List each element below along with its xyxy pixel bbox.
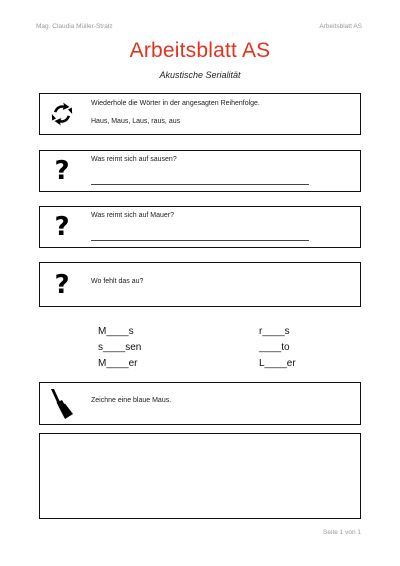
repeat-words: Haus, Maus, Laus, raus, aus bbox=[91, 118, 181, 125]
gap-word: L____er bbox=[259, 358, 296, 369]
task-repeat-box bbox=[39, 93, 361, 135]
missing-au-question: Wo fehlt das au? bbox=[91, 278, 144, 285]
answer-line[interactable] bbox=[91, 184, 309, 185]
paintbrush-icon bbox=[47, 383, 77, 424]
gap-word: M____s bbox=[98, 326, 134, 337]
draw-instruction: Zeichne eine blaue Maus. bbox=[91, 397, 172, 404]
answer-line[interactable] bbox=[91, 240, 309, 241]
task-rhyme-sausen-box bbox=[39, 150, 361, 192]
page-title: Arbeitsblatt AS bbox=[129, 39, 271, 62]
gap-word: r____s bbox=[259, 326, 290, 337]
question-mark-icon: ? bbox=[54, 212, 70, 242]
page-subtitle: Akustische Serialität bbox=[159, 70, 241, 80]
page-number: Seite 1 von 1 bbox=[323, 529, 361, 536]
repeat-instruction: Wiederhole die Wörter in der angesagten Reihenfolge. bbox=[91, 100, 260, 107]
header-author: Mag. Claudia Müller-Stralz bbox=[36, 23, 113, 30]
task-missing-au-box bbox=[39, 262, 361, 307]
rhyme-mauer-question: Was reimt sich auf Mauer? bbox=[91, 212, 174, 219]
question-mark-icon: ? bbox=[54, 156, 70, 186]
gap-word: ____to bbox=[259, 342, 290, 353]
header-doc-name: Arbeitsblatt AS bbox=[319, 23, 362, 30]
question-mark-icon: ? bbox=[54, 269, 70, 300]
drawing-area[interactable] bbox=[39, 433, 361, 519]
task-rhyme-mauer-box bbox=[39, 206, 361, 248]
gap-word: s____sen bbox=[98, 342, 142, 353]
task-draw-box bbox=[39, 382, 361, 425]
rhyme-sausen-question: Was reimt sich auf sausen? bbox=[91, 156, 177, 163]
gap-word: M____er bbox=[98, 358, 138, 369]
cycle-arrows-icon bbox=[47, 94, 77, 134]
